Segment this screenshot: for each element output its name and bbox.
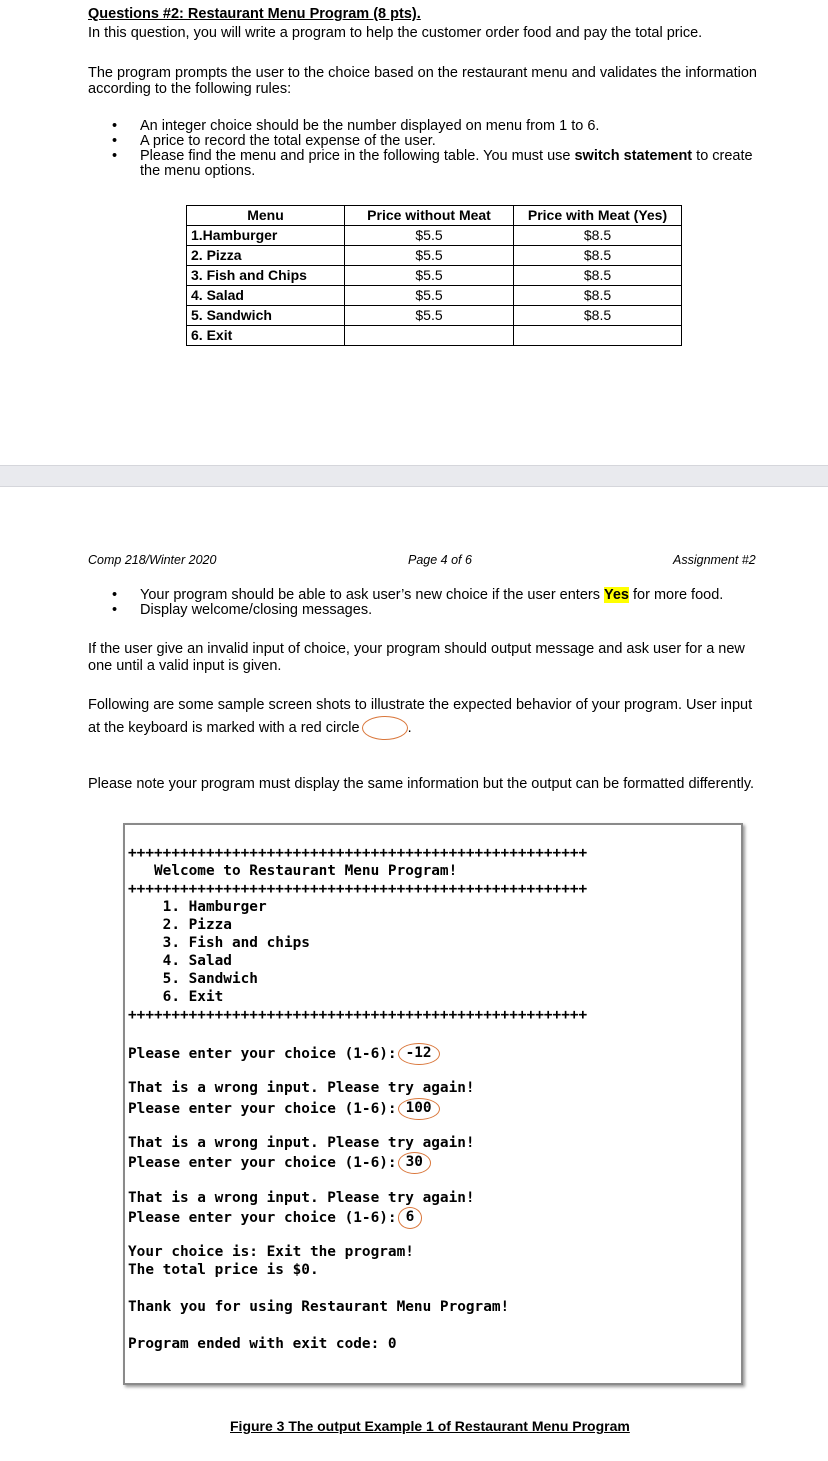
requirement-item: • Display welcome/closing messages. <box>112 603 723 618</box>
document-page-2 <box>0 486 828 1461</box>
price-without-meat-cell: $5.5 <box>345 286 514 306</box>
console-menu-item: 1. Hamburger <box>128 899 267 915</box>
footer-page-number: Page 4 of 6 <box>408 553 472 567</box>
table-header-row <box>187 206 682 226</box>
column-header-without-meat: Price without Meat <box>345 206 514 226</box>
page-separator <box>0 465 828 487</box>
menu-price-table <box>186 205 682 346</box>
console-menu-item: 2. Pizza <box>128 917 232 933</box>
table-row <box>187 226 682 246</box>
price-without-meat-cell: $5.5 <box>345 266 514 286</box>
console-exit-code: Program ended with exit code: 0 <box>128 1336 397 1352</box>
requirements-list <box>112 588 723 618</box>
price-without-meat-cell: $5.5 <box>345 306 514 326</box>
price-with-meat-cell: $8.5 <box>514 266 682 286</box>
user-input-circled: 100 <box>398 1098 440 1120</box>
console-menu-item: 5. Sandwich <box>128 971 258 987</box>
console-wrong-input: That is a wrong input. Please try again! <box>128 1190 475 1206</box>
table-row <box>187 266 682 286</box>
console-prompt-line: Please enter your choice (1-6): -12 <box>128 1043 440 1065</box>
column-header-with-meat: Price with Meat (Yes) <box>514 206 682 226</box>
table-row <box>187 326 682 346</box>
figure-caption: Figure 3 The output Example 1 of Restaurant Menu Program <box>230 1418 630 1434</box>
menu-item-cell: 1.Hamburger <box>187 226 345 246</box>
yes-highlight: Yes <box>604 587 629 603</box>
rule-item: • An integer choice should be the number displayed on menu from 1 to 6. <box>112 119 753 134</box>
menu-item-cell: 6. Exit <box>187 326 345 346</box>
user-input-circled: 6 <box>398 1207 423 1229</box>
console-wrong-input: That is a wrong input. Please try again! <box>128 1135 475 1151</box>
menu-item-cell: 3. Fish and Chips <box>187 266 345 286</box>
console-prompt-line: Please enter your choice (1-6): 6 <box>128 1207 422 1229</box>
menu-item-cell: 4. Salad <box>187 286 345 306</box>
table-row <box>187 246 682 266</box>
intro-paragraph: In this question, you will write a program to help the customer order food and pay the total price. <box>88 25 703 41</box>
user-input-circled: -12 <box>398 1043 440 1065</box>
console-thanks: Thank you for using Restaurant Menu Program! <box>128 1299 510 1315</box>
price-with-meat-cell: $8.5 <box>514 246 682 266</box>
console-prompt-line: Please enter your choice (1-6): 100 <box>128 1098 440 1120</box>
price-with-meat-cell <box>514 326 682 346</box>
menu-item-cell: 2. Pizza <box>187 246 345 266</box>
console-border-line: +++++++++++++++++++++++++++++++++++++++++++++++++++++ <box>128 1007 588 1023</box>
price-with-meat-cell: $8.5 <box>514 286 682 306</box>
question-title: Questions #2: Restaurant Menu Program (8 pts). <box>88 6 421 22</box>
sample-paragraph-line-2: at the keyboard is marked with a red circle . <box>88 716 412 740</box>
footer-course: Comp 218/Winter 2020 <box>88 553 217 567</box>
console-total-price: The total price is $0. <box>128 1262 319 1278</box>
rule-item: • A price to record the total expense of the user. <box>112 134 753 149</box>
price-without-meat-cell: $5.5 <box>345 246 514 266</box>
menu-item-cell: 5. Sandwich <box>187 306 345 326</box>
invalid-input-paragraph-line-2: one until a valid input is given. <box>88 658 282 674</box>
sample-paragraph-line-1: Following are some sample screen shots to illustrate the expected behavior of your program. User input <box>88 697 753 713</box>
document-page-1 <box>0 0 828 465</box>
console-border-line: +++++++++++++++++++++++++++++++++++++++++++++++++++++ <box>128 881 588 897</box>
table-row <box>187 286 682 306</box>
price-with-meat-cell: $8.5 <box>514 306 682 326</box>
table-row <box>187 306 682 326</box>
console-prompt-line: Please enter your choice (1-6): 30 <box>128 1152 431 1174</box>
console-menu-item: 6. Exit <box>128 989 224 1005</box>
rules-list <box>112 119 753 179</box>
console-menu-item: 3. Fish and chips <box>128 935 310 951</box>
rule-item: • Please find the menu and price in the following table. You must use switch statement to create the menu options. <box>112 149 753 179</box>
console-wrong-input: That is a wrong input. Please try again! <box>128 1080 475 1096</box>
red-circle-marker-icon <box>362 716 408 740</box>
price-without-meat-cell <box>345 326 514 346</box>
column-header-menu: Menu <box>187 206 345 226</box>
console-output-screenshot <box>123 823 743 1385</box>
formatting-note: Please note your program must display the same information but the output can be formatted differently. <box>88 776 755 792</box>
price-with-meat-cell: $8.5 <box>514 226 682 246</box>
console-welcome: Welcome to Restaurant Menu Program! <box>128 863 458 879</box>
rules-paragraph-line-1: The program prompts the user to the choice based on the restaurant menu and validates the information <box>88 65 757 81</box>
requirement-item: • Your program should be able to ask user’s new choice if the user enters Yes for more food. <box>112 588 723 603</box>
footer-assignment: Assignment #2 <box>673 553 756 567</box>
invalid-input-paragraph-line-1: If the user give an invalid input of choice, your program should output message and ask user for a new <box>88 641 745 657</box>
rules-paragraph-line-2: according to the following rules: <box>88 81 292 97</box>
console-menu-item: 4. Salad <box>128 953 232 969</box>
price-without-meat-cell: $5.5 <box>345 226 514 246</box>
console-choice-result: Your choice is: Exit the program! <box>128 1244 414 1260</box>
console-border-line: +++++++++++++++++++++++++++++++++++++++++++++++++++++ <box>128 845 588 861</box>
user-input-circled: 30 <box>398 1152 431 1174</box>
